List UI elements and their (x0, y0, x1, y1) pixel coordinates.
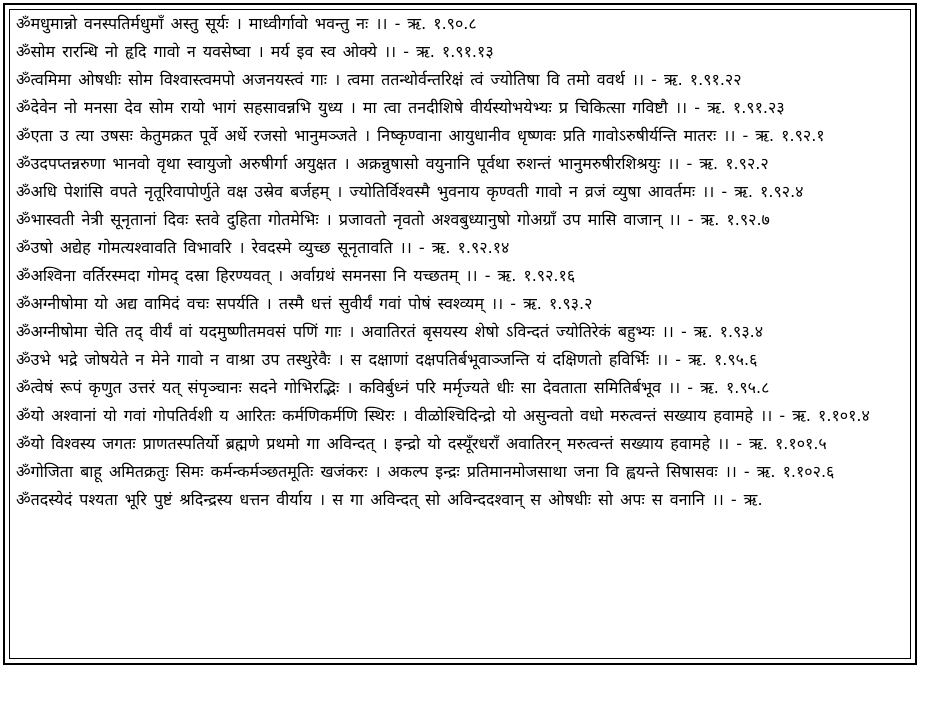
verse-line: ॐयो अश्वानां यो गवां गोपतिर्वशी य आरितः कर्मणिकर्मणि स्थिरः । वीळोश्चिदिन्द्रो यो असुन्वतो वधो मरुत्वन्तं सख्याय हवामहे ।। - ऋ. १.१०१.४ (16, 406, 870, 425)
verse-line: ॐअग्नीषोमा चेति तद् वीर्यं वां यदमुष्णीतमवसं पणिं गाः । अवातिरतं बृसयस्य शेषो ऽविन्दतं ज्योतिरेकं बहुभ्यः ।। - ऋ. १.९३.४ (16, 322, 764, 341)
verse-line: ॐमधुमान्नो वनस्पतिर्मधुमाँ अस्तु सूर्यः । माध्वीर्गावो भवन्तु नः ।। - ऋ. १.९०.८ (16, 14, 477, 33)
verse-line: ॐगोजिता बाहू अमितक्रतुः सिमः कर्मन्कर्मञ्छतमूतिः खजंकरः । अकल्प इन्द्रः प्रतिमानमोजसाथा जना वि ह्वयन्ते सिषासवः ।। - ऋ. १.१०२.६ (16, 462, 835, 481)
verse-line: ॐत्वेषं रूपं कृणुत उत्तरं यत् संपृञ्चानः सदने गोभिरद्भिः । कविर्बुध्नं परि मर्मृज्यते धीः सा देवताता समितिर्बभूव ।। - ऋ. १.९५.८ (16, 378, 770, 397)
verse-line: ॐउषो अद्येह गोमत्यश्वावति विभावरि । रेवदस्मे व्युच्छ सूनृतावति ।। - ऋ. १.९२.१४ (16, 238, 510, 257)
verse-line: ॐदेवेन नो मनसा देव सोम रायो भागं सहसावन्नभि युध्य । मा त्वा तनदीशिषे वीर्यस्योभयेभ्यः प्र चिकित्सा गविष्टौ ।। - ऋ. १.९१.२३ (16, 98, 785, 117)
verse-line: ॐतदस्येदं पश्यता भूरि पुष्टं श्रदिन्द्रस्य धत्तन वीर्याय । स गा अविन्दत् सो अविन्ददश्वान् स ओषधीः सो अपः स वनानि ।। - ऋ. (16, 490, 763, 509)
verse-line: ॐउदपप्तन्नरुणा भानवो वृथा स्वायुजो अरुषीर्गा अयुक्षत । अक्रन्नुषासो वयुनानि पूर्वथा रुशन्तं भानुमरुषीरशिश्रयुः ।। - ऋ. १.९२.२ (16, 154, 769, 173)
verse-line: ॐअश्विना वर्तिरस्मदा गोमद् दस्रा हिरण्यवत् । अर्वाग्रथं समनसा नि यच्छतम् ।। - ऋ. १.९२.१६ (16, 266, 576, 285)
verse-line: ॐभास्वती नेत्री सूनृतानां दिवः स्तवे दुहिता गोतमेभिः । प्रजावतो नृवतो अश्वबुध्यानुषो गोअग्राँ उप मासि वाजान् ।। - ऋ. १.९२.७ (16, 210, 770, 229)
verse-line: ॐउभे भद्रे जोषयेते न मेने गावो न वाश्रा उप तस्थुरेवैः । स दक्षाणां दक्षपतिर्बभूवाञ्जन्ति यं दक्षिणतो हविर्भिः ।। - ऋ. १.९५.६ (16, 350, 758, 369)
verse-line: ॐसोम रारन्धि नो हृदि गावो न यवसेष्वा । मर्य इव स्व ओक्ये ।। - ऋ. १.९१.१३ (16, 42, 494, 61)
verse-line: ॐअधि पेशांसि वपते नृतूरिवापोर्णुते वक्ष उस्रेव बर्जहम् । ज्योतिर्विश्वस्मै भुवनाय कृण्वती गावो न व्रजं व्युषा आवर्तमः ।। - ऋ. १.९२.४ (16, 182, 804, 201)
verse-line: ॐयो विश्वस्य जगतः प्राणतस्पतिर्यो ब्रह्मणे प्रथमो गा अविन्दत् । इन्द्रो यो दस्यूँरधराँ अवातिरन् मरुत्वन्तं सख्याय हवामहे ।। - ऋ. १.१०१.५ (16, 434, 827, 453)
verse-line: ॐएता उ त्या उषसः केतुमक्रत पूर्वे अर्धे रजसो भानुमञ्जते । निष्कृण्वाना आयुधानीव धृष्णवः प्रति गावोऽरुषीर्यन्ति मातरः ।। - ऋ. १.९२.१ (16, 126, 825, 145)
verse-line: ॐत्वमिमा ओषधीः सोम विश्वास्त्वमपो अजनयस्त्वं गाः । त्वमा ततन्थोर्वन्तरिक्षं त्वं ज्योतिषा वि तमो ववर्थ ।। - ऋ. १.९१.२२ (16, 70, 742, 89)
verse-line: ॐअग्नीषोमा यो अद्य वामिदं वचः सपर्यति । तस्मै धत्तं सुवीर्यं गवां पोषं स्वश्व्यम् ।। - ऋ. १.९३.२ (16, 294, 593, 313)
verse-list (16, 10, 910, 660)
